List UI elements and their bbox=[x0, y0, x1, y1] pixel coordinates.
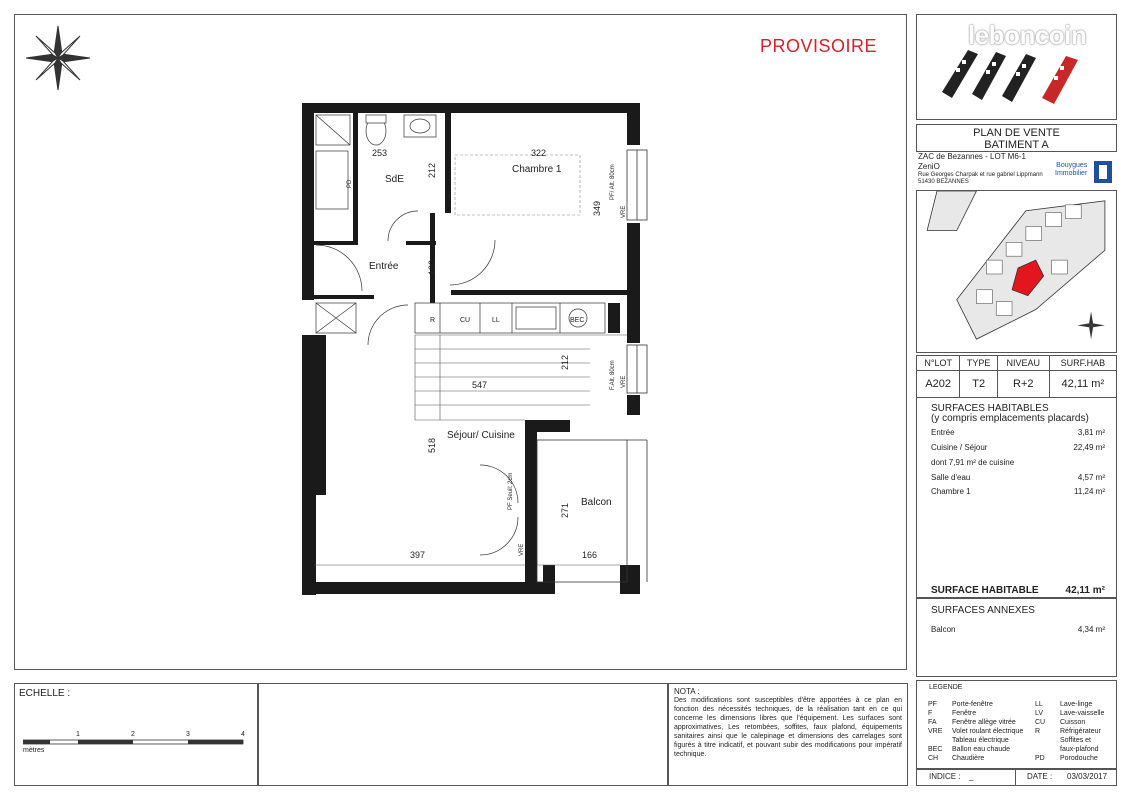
habitable-surfaces bbox=[916, 397, 1117, 598]
surface-value: 11,24 m² bbox=[1074, 487, 1105, 496]
legend-code: CH bbox=[928, 755, 939, 762]
legend-code: FA bbox=[928, 719, 937, 726]
surfaces-title: SURFACES HABITABLES bbox=[931, 403, 1049, 414]
dimension: 397 bbox=[410, 550, 426, 560]
room-entree: Entrée bbox=[369, 261, 399, 272]
scale-bar bbox=[23, 732, 255, 752]
legend-label: faux-plafond bbox=[1060, 746, 1099, 753]
dimension: 349 bbox=[592, 200, 602, 216]
legend-title: LEGENDE bbox=[929, 684, 963, 691]
date-label: DATE : bbox=[1027, 772, 1053, 781]
watermark: leboncoin bbox=[968, 20, 1087, 50]
lot-surface: 42,11 m² bbox=[1049, 371, 1116, 398]
plan-title-line1: PLAN DE VENTE bbox=[973, 127, 1060, 139]
dimension: 547 bbox=[472, 380, 488, 390]
legend-code: PF bbox=[928, 701, 937, 708]
plan-note-vre: VRE bbox=[621, 375, 627, 388]
compass-icon bbox=[22, 22, 94, 94]
address-line4: 51430 BEZANNES bbox=[918, 179, 969, 185]
dimension: 212 bbox=[560, 354, 570, 370]
legend-label: Cuisson bbox=[1060, 719, 1086, 726]
legend-code: CU bbox=[1035, 719, 1046, 726]
room-chambre: Chambre 1 bbox=[512, 164, 562, 175]
plan-title-line2: BATIMENT A bbox=[984, 139, 1049, 151]
brand-line1: Bouygues bbox=[1056, 162, 1088, 169]
lot-table bbox=[916, 355, 1117, 398]
legend-label: Lave-vaisselle bbox=[1060, 710, 1105, 717]
dimension: 271 bbox=[560, 502, 570, 518]
surface-value: 3,81 m² bbox=[1077, 428, 1105, 437]
dimension: 130 bbox=[427, 259, 437, 275]
address-line1: ZAC de Bezannes - LOT M6-1 bbox=[918, 152, 1026, 161]
nota-title: NOTA : bbox=[674, 687, 700, 696]
plan-note-vre: VRE bbox=[519, 543, 525, 556]
brand-logo-text bbox=[1055, 162, 1087, 178]
surface-row bbox=[931, 428, 1105, 437]
legend-code: PD bbox=[1035, 755, 1045, 762]
dimension: 518 bbox=[427, 437, 437, 453]
scale-title: ECHELLE : bbox=[19, 688, 71, 699]
plan-note-pf: PF/ Alt. 80cm bbox=[610, 164, 616, 200]
surfaces-subtitle: (y compris emplacements placards) bbox=[931, 413, 1089, 424]
floor-plan bbox=[290, 95, 655, 605]
scale-box bbox=[14, 683, 258, 786]
surface-value: 22,49 m² bbox=[1073, 443, 1105, 452]
indice-value: _ bbox=[969, 772, 974, 781]
address-line3: Rue Georges Charpak et rue gabriel Lippmann bbox=[918, 172, 1043, 178]
surface-label: dont 7,91 m² de cuisine bbox=[931, 458, 1015, 467]
nota-text: Des modifications sont susceptibles d'être apportées à ce plan en fonction des nécessités techniques, de la réalisation tant en ce qui concerne les dimensions libres que l'équipement. Les surfaces sont approximatives, Les retombées, soffites, faux plafond, équipements sanitaires ainsi que le calepinage et dimensions des carrelages sont figurés à titre indicatif, et pouvant subir des modifications pour impératif technique. bbox=[674, 697, 902, 758]
legend-code: VRE bbox=[928, 728, 943, 735]
legend-code: LV bbox=[1035, 710, 1044, 717]
scale-tick: 4 bbox=[241, 731, 245, 738]
annex-row bbox=[931, 625, 1105, 634]
annex-value: 4,34 m² bbox=[1077, 625, 1105, 634]
lot-header-type: TYPE bbox=[960, 356, 998, 371]
annex-label: Balcon bbox=[931, 625, 956, 634]
kitchen-r: R bbox=[430, 317, 436, 324]
address-line2: ZeniO bbox=[918, 162, 940, 171]
annex-surfaces bbox=[916, 598, 1117, 677]
scale-tick: 2 bbox=[131, 731, 135, 738]
legend-code: R bbox=[1035, 728, 1041, 735]
legend-label: Lave-linge bbox=[1060, 701, 1093, 708]
scale-tick: 3 bbox=[186, 731, 190, 738]
address-block bbox=[916, 152, 1119, 190]
plan-title bbox=[916, 124, 1117, 152]
plan-note-pd: PD bbox=[347, 179, 353, 188]
lot-header-surface: SURF.HAB bbox=[1049, 356, 1116, 371]
kitchen-cu: CU bbox=[460, 317, 471, 324]
surface-total-value: 42,11 m² bbox=[1065, 585, 1105, 596]
room-sde: SdE bbox=[385, 174, 404, 185]
indice-label: INDICE : bbox=[929, 772, 961, 781]
brand-line2: Immobilier bbox=[1055, 170, 1088, 177]
surface-label: Chambre 1 bbox=[931, 487, 971, 496]
surface-total-label: SURFACE HABITABLE bbox=[931, 585, 1039, 596]
scale-unit: mètres bbox=[23, 747, 45, 754]
lot-type: T2 bbox=[960, 371, 998, 398]
surface-label: Entrée bbox=[931, 428, 955, 437]
legend-code: F bbox=[928, 710, 933, 717]
room-balcon: Balcon bbox=[581, 497, 612, 508]
dimension: 166 bbox=[582, 550, 598, 560]
brand-logo bbox=[1094, 161, 1112, 183]
dimension: 253 bbox=[372, 148, 388, 158]
site-plan-map bbox=[916, 190, 1117, 353]
legend-code: LL bbox=[1035, 701, 1043, 708]
legend-label: Fenêtre bbox=[952, 710, 977, 717]
plan-note-pf: PF Seuil: 2cm bbox=[508, 472, 514, 510]
dimension: 212 bbox=[427, 162, 437, 178]
surface-row bbox=[931, 487, 1105, 496]
room-sejour: Séjour/ Cuisine bbox=[447, 430, 515, 441]
surface-total bbox=[931, 585, 1105, 596]
scale-tick: 1 bbox=[76, 731, 80, 738]
lot-level: R+2 bbox=[997, 371, 1049, 398]
status-label: PROVISOIRE bbox=[760, 36, 878, 56]
dimension: 322 bbox=[531, 148, 547, 158]
legend-label: Tableau électrique bbox=[952, 737, 1009, 744]
kitchen-ll: LL bbox=[492, 317, 500, 324]
legend-label: Ballon eau chaude bbox=[952, 746, 1010, 753]
lot-header-level: NIVEAU bbox=[997, 356, 1049, 371]
blank-box bbox=[258, 683, 668, 786]
date-value: 03/03/2017 bbox=[1067, 772, 1108, 781]
surface-label: Cuisine / Séjour bbox=[931, 443, 988, 452]
legend-label: Réfrigérateur bbox=[1060, 728, 1101, 735]
lot-header-number: N°LOT bbox=[917, 356, 960, 371]
footer-box bbox=[916, 768, 1117, 786]
surface-row bbox=[931, 443, 1105, 452]
lot-number: A202 bbox=[917, 371, 960, 398]
annex-title: SURFACES ANNEXES bbox=[931, 605, 1035, 616]
legend-label: Fenêtre allège vitrée bbox=[952, 719, 1016, 726]
plan-note-vre: VRE bbox=[621, 205, 627, 218]
legend-code: BEC bbox=[928, 746, 943, 753]
surface-row bbox=[931, 458, 1105, 467]
surface-value: 4,57 m² bbox=[1077, 473, 1105, 482]
legend-label: Chaudière bbox=[952, 755, 985, 762]
legend-label: Porte-fenêtre bbox=[952, 701, 993, 708]
footer-divider bbox=[1015, 769, 1016, 785]
legend-label: Volet roulant électrique bbox=[952, 728, 1024, 735]
legend-label: Porodouche bbox=[1060, 755, 1098, 762]
surface-label: Salle d'eau bbox=[931, 473, 971, 482]
surface-row bbox=[931, 473, 1105, 482]
plan-note-fa: F.Alt. 80cm bbox=[610, 360, 616, 390]
legend-label: Soffites et bbox=[1060, 737, 1092, 744]
kitchen-bec: BEC bbox=[570, 317, 585, 324]
nota-box bbox=[668, 683, 908, 786]
